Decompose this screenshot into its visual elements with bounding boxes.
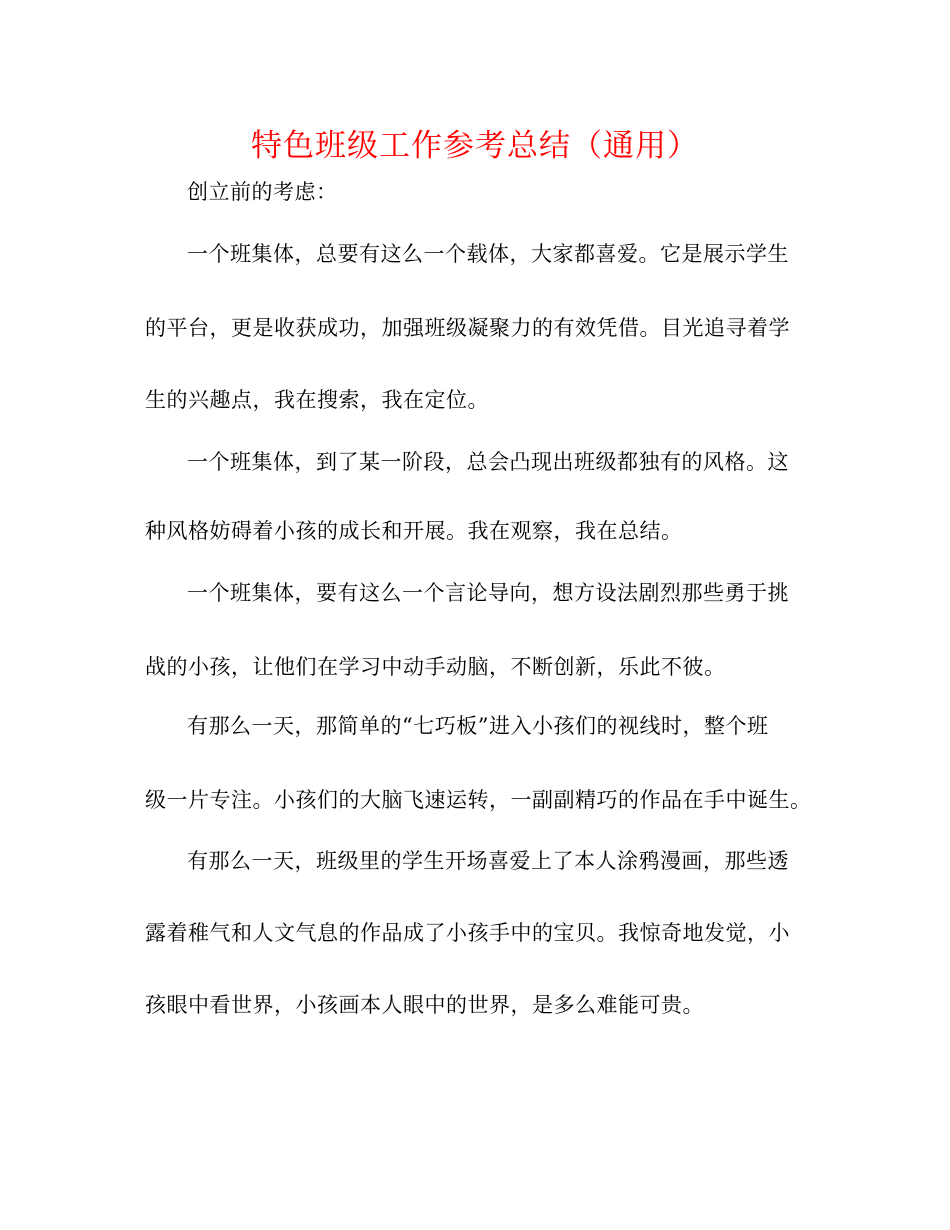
paragraph-line: 一个班集体，到了某一阶段，总会凸现出班级都独有的风格。这 (187, 450, 789, 474)
paragraph-line: 有那么一天，那简单的“七巧板”进入小孩们的视线时，整个班 (187, 714, 769, 738)
paragraph-line: 一个班集体，要有这么一个言论导向，想方设法剧烈那些勇于挑 (187, 581, 789, 605)
paragraph-line: 露着稚气和人文气息的作品成了小孩手中的宝贝。我惊奇地发觉，小 (145, 921, 790, 945)
paragraph-line: 有那么一天，班级里的学生开场喜爱上了本人涂鸦漫画，那些透 (187, 849, 789, 873)
paragraph-line: 种风格妨碍着小孩的成长和开展。我在观察，我在总结。 (145, 519, 683, 543)
document-title: 特色班级工作参考总结（通用） (251, 128, 699, 164)
paragraph-line: 创立前的考虑： (187, 180, 338, 204)
paragraph-line: 级一片专注。小孩们的大脑飞速运转，一副副精巧的作品在手中诞生。 (145, 788, 812, 812)
paragraph-line: 生的兴趣点，我在搜索，我在定位。 (145, 388, 489, 412)
paragraph-line: 一个班集体，总要有这么一个载体，大家都喜爱。它是展示学生 (187, 242, 789, 266)
paragraph-line: 孩眼中看世界，小孩画本人眼中的世界，是多么难能可贵。 (145, 993, 704, 1017)
paragraph-line: 战的小孩，让他们在学习中动手动脑，不断创新，乐此不彼。 (145, 655, 726, 679)
paragraph-line: 的平台，更是收获成功，加强班级凝聚力的有效凭借。目光追寻着学 (145, 316, 790, 340)
